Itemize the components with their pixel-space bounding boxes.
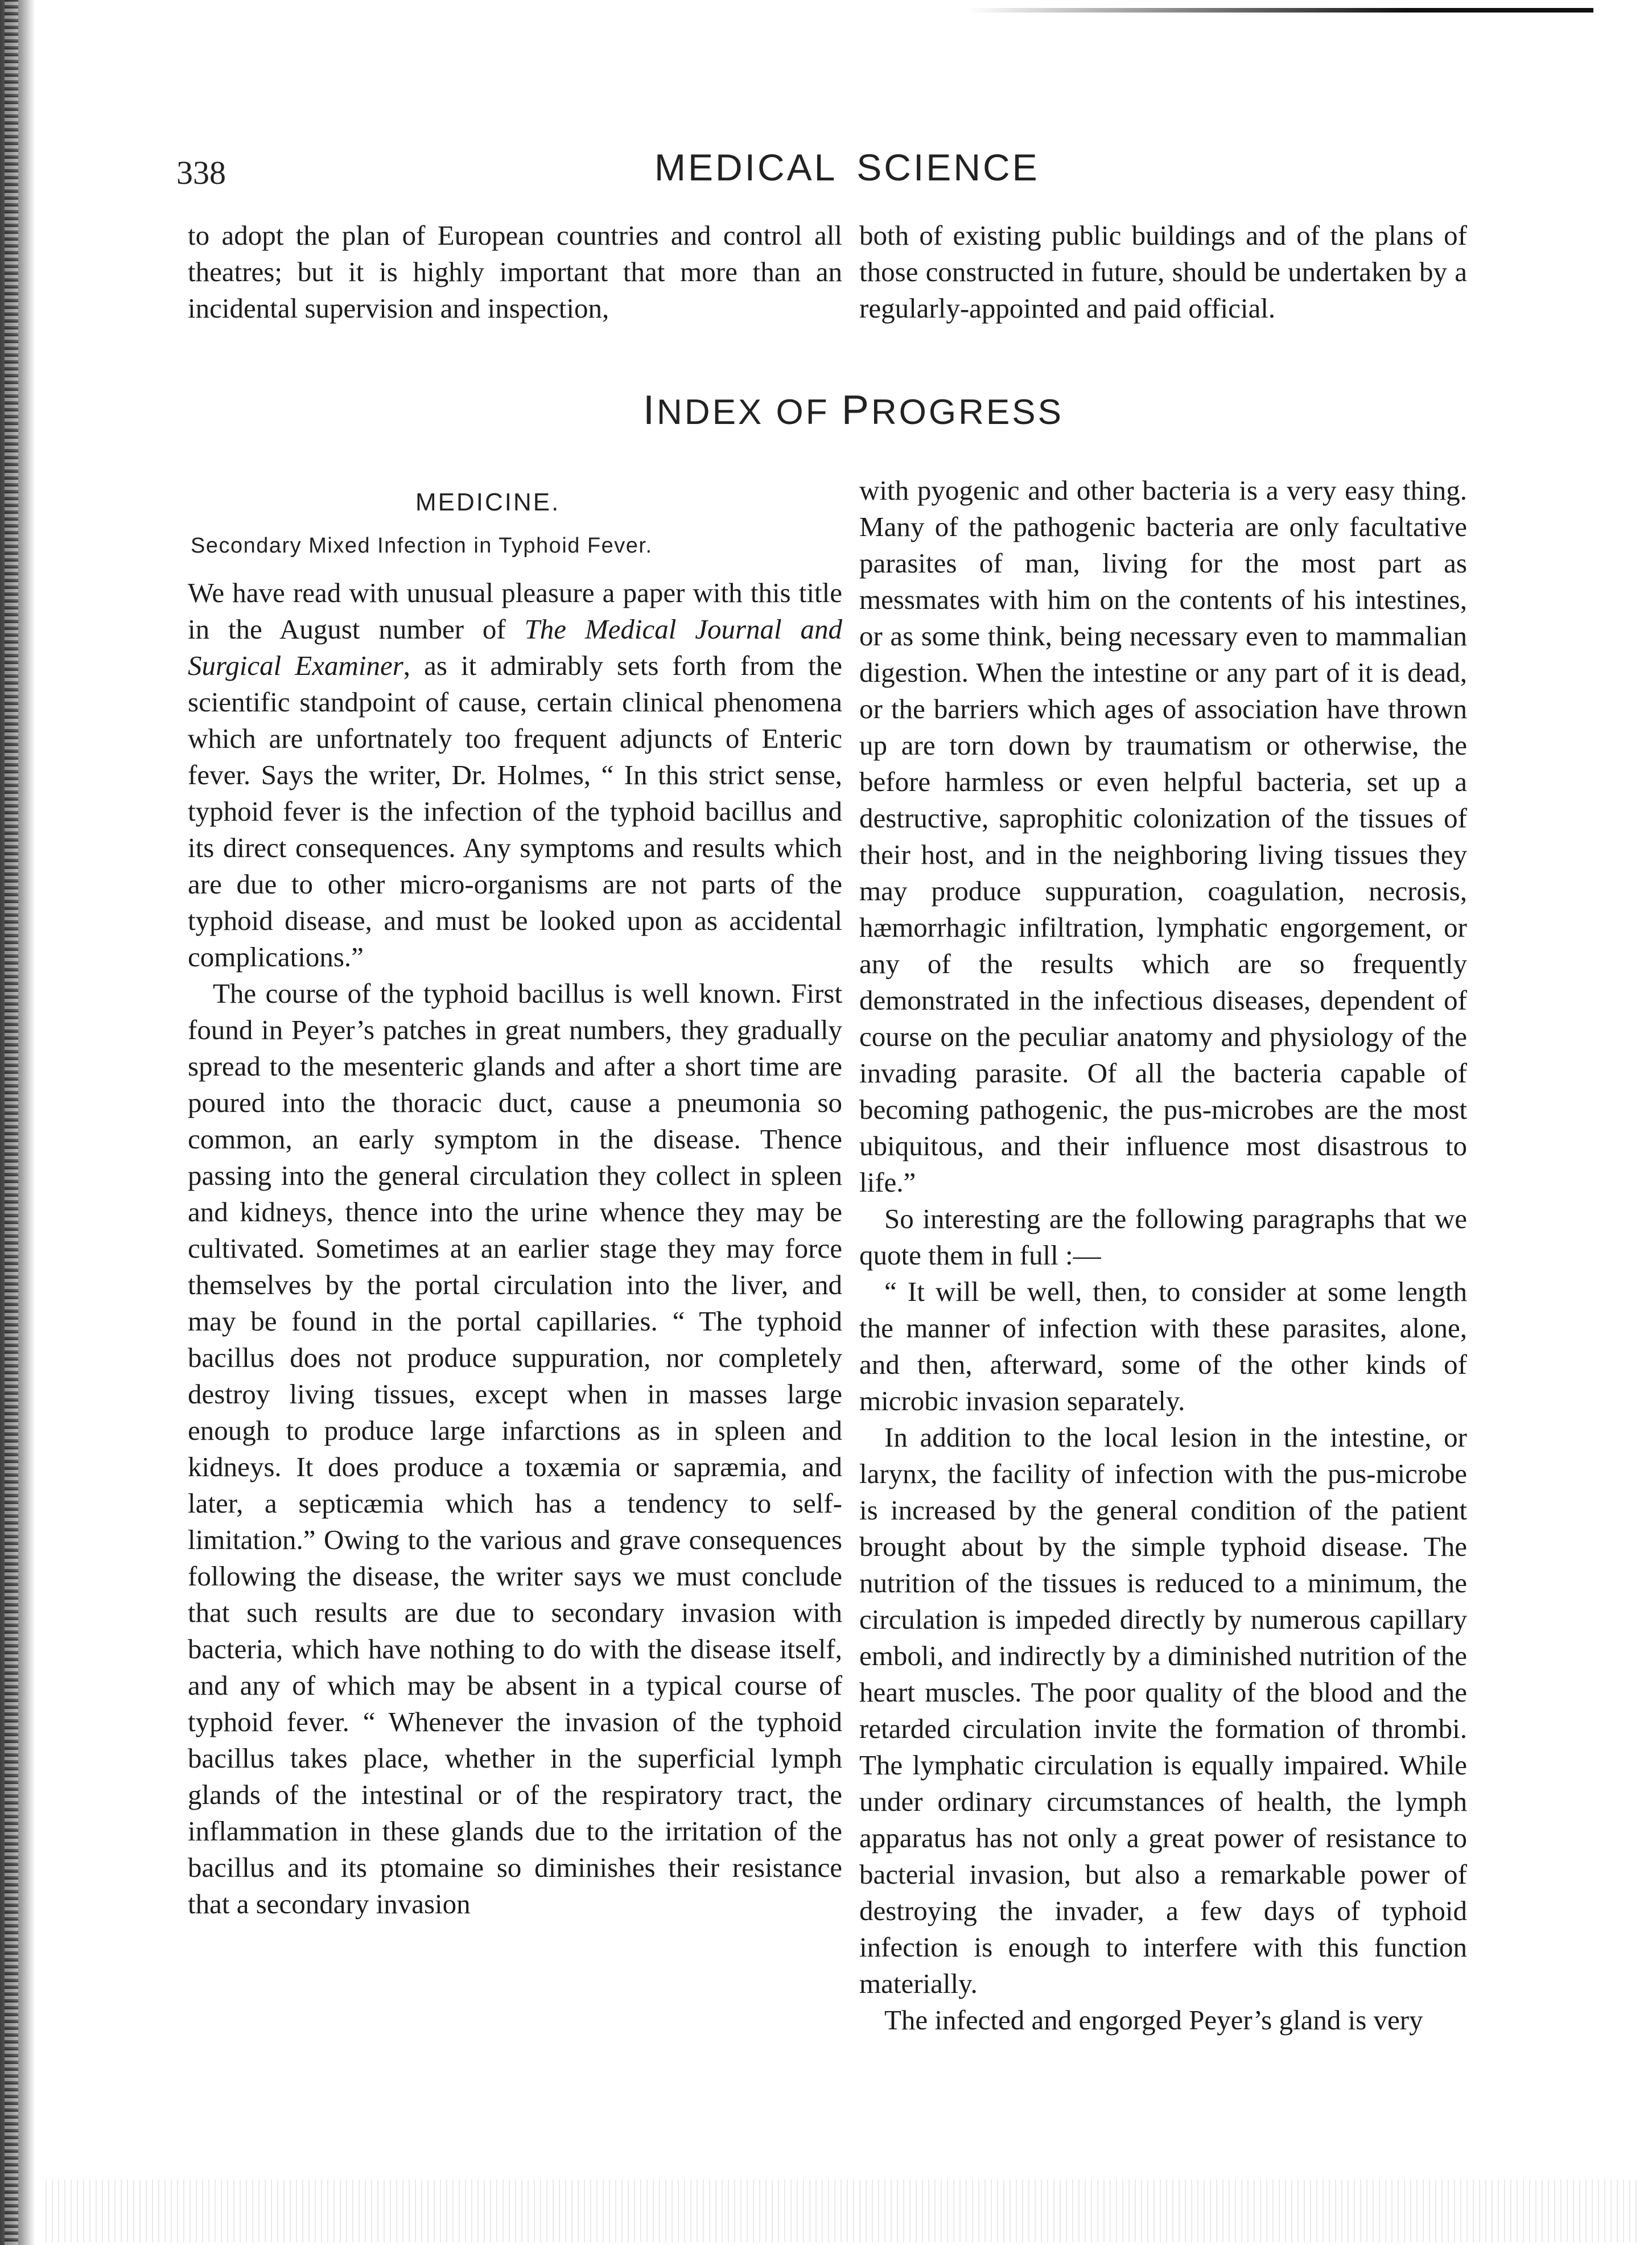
right-column <box>859 472 1467 2038</box>
continued-text-left <box>188 217 842 327</box>
article-title: Secondary Mixed Infection in Typhoid Fever. <box>191 534 653 558</box>
continued-paragraph-left: to adopt the plan of European countries and control all theatres; but it is highly important that more than an incidental supervision and inspection, <box>188 220 842 324</box>
left-column <box>188 575 842 1922</box>
continued-text-right <box>859 217 1467 327</box>
continued-paragraph-right: both of existing public buildings and of the plans of those constructed in future, should be undertaken by a regularly-appointed and paid official. <box>859 220 1467 324</box>
right-paragraph-2: So interesting are the following paragraphs that we quote them in full :— <box>859 1203 1467 1271</box>
page-binding-edge <box>0 0 35 2245</box>
journal-title: The Medical Journal and Surgical Examiner <box>188 613 842 681</box>
right-paragraph-1: with pyogenic and other bacteria is a very easy thing. Many of the pathogenic bacteria are only facultative parasites of man, living for the most part as messmates with him on the contents of his intestines, or as some think, being necessary even to mammalian digestion. When the intestine or any part of it is dead, or the barriers which ages of association have thrown up are torn down by traumatism or otherwise, the before harmless or even helpful bacteria, set up a destructive, saprophitic colonization of the tissues of their host, and in the neighboring living tissues they may produce suppuration, coagulation, necrosis, hæmorrhagic infiltration, lymphatic engorgement, or any of the results which are so frequently demonstrated in the infectious diseases, dependent of course on the peculiar anatomy and physiology of the invading parasite. Of all the bacteria capable of becoming pathogenic, the pus-microbes are the most ubiquitous, and their influence most disastrous to life.” <box>859 475 1467 1198</box>
left-paragraph-1: We have read with unusual pleasure a paper with this title in the August number of The Medical Journal and Surgical Examiner, as it admirably sets forth from the scientific standpoint of cause, certain clinical phenomena which are unfortnately too frequent adjuncts of Enteric fever. Says the writer, Dr. Holmes, “ In this strict sense, typhoid fever is the infection of the typhoid bacillus and its direct consequences. Any symptoms and results which are due to other micro-organisms are not parts of the typhoid disease, and must be looked upon as accidental complications.” <box>188 577 842 973</box>
right-paragraph-3: “ It will be well, then, to consider at some length the manner of infection with these parasites, alone, and then, afterward, some of the other kinds of microbic invasion separately. <box>859 1276 1467 1416</box>
left-paragraph-2: The course of the typhoid bacillus is well known. First found in Peyer’s patches in great numbers, they gradually spread to the mesenteric glands and after a short time are poured into the thoracic duct, cause a pneumonia so common, an early symptom in the disease. Thence passing into the general circulation they collect in spleen and kidneys, thence into the urine whence they may be cultivated. Sometimes at an earlier stage they may force themselves by the portal circulation into the liver, and may be found in the portal capillaries. “ The typhoid bacillus does not produce suppuration, nor completely destroy living tissues, except when in masses large enough to produce large infarctions as in spleen and kidneys. It does produce a toxæmia or sapræmia, and later, a septicæmia which has a tendency to self-limitation.” Owing to the various and grave consequences following the disease, the writer says we must conclude that such results are due to secondary invasion with bacteria, which have nothing to do with the disease itself, and any of which may be absent in a typical course of typhoid fever. “ Whenever the invasion of the typhoid bacillus takes place, whether in the superficial lymph glands of the intestinal or of the respiratory tract, the inflammation in these glands due to the irritation of the bacillus and its ptomaine so diminishes their resistance that a secondary invasion <box>188 978 842 1919</box>
right-paragraph-4: In addition to the local lesion in the intestine, or larynx, the facility of infection with the pus-microbe is increased by the general condition of the patient brought about by the simple typhoid disease. The nutrition of the tissues is reduced to a minimum, the circulation is impeded directly by numerous capillary emboli, and indirectly by a diminished nutrition of the heart muscles. The poor quality of the blood and the retarded circulation invite the formation of thrombi. The lymphatic circulation is equally impaired. While under ordinary circumstances of health, the lymph apparatus has not only a great power of resistance to bacterial invasion, but also a remarkable power of destroying the invader, a few days of typhoid infection is enough to interfere with this function materially. <box>859 1422 1467 1999</box>
page-number: 338 <box>176 154 226 191</box>
running-head: MEDICAL SCIENCE <box>654 146 1040 188</box>
section-heading: INDEX OF PROGRESS <box>643 388 1064 433</box>
right-paragraph-5: The infected and engorged Peyer’s gland is very <box>884 2004 1423 2036</box>
bottom-edge-speckle <box>46 2180 1639 2242</box>
top-edge-shadow <box>967 8 1593 13</box>
subject-heading: MEDICINE. <box>415 488 561 516</box>
